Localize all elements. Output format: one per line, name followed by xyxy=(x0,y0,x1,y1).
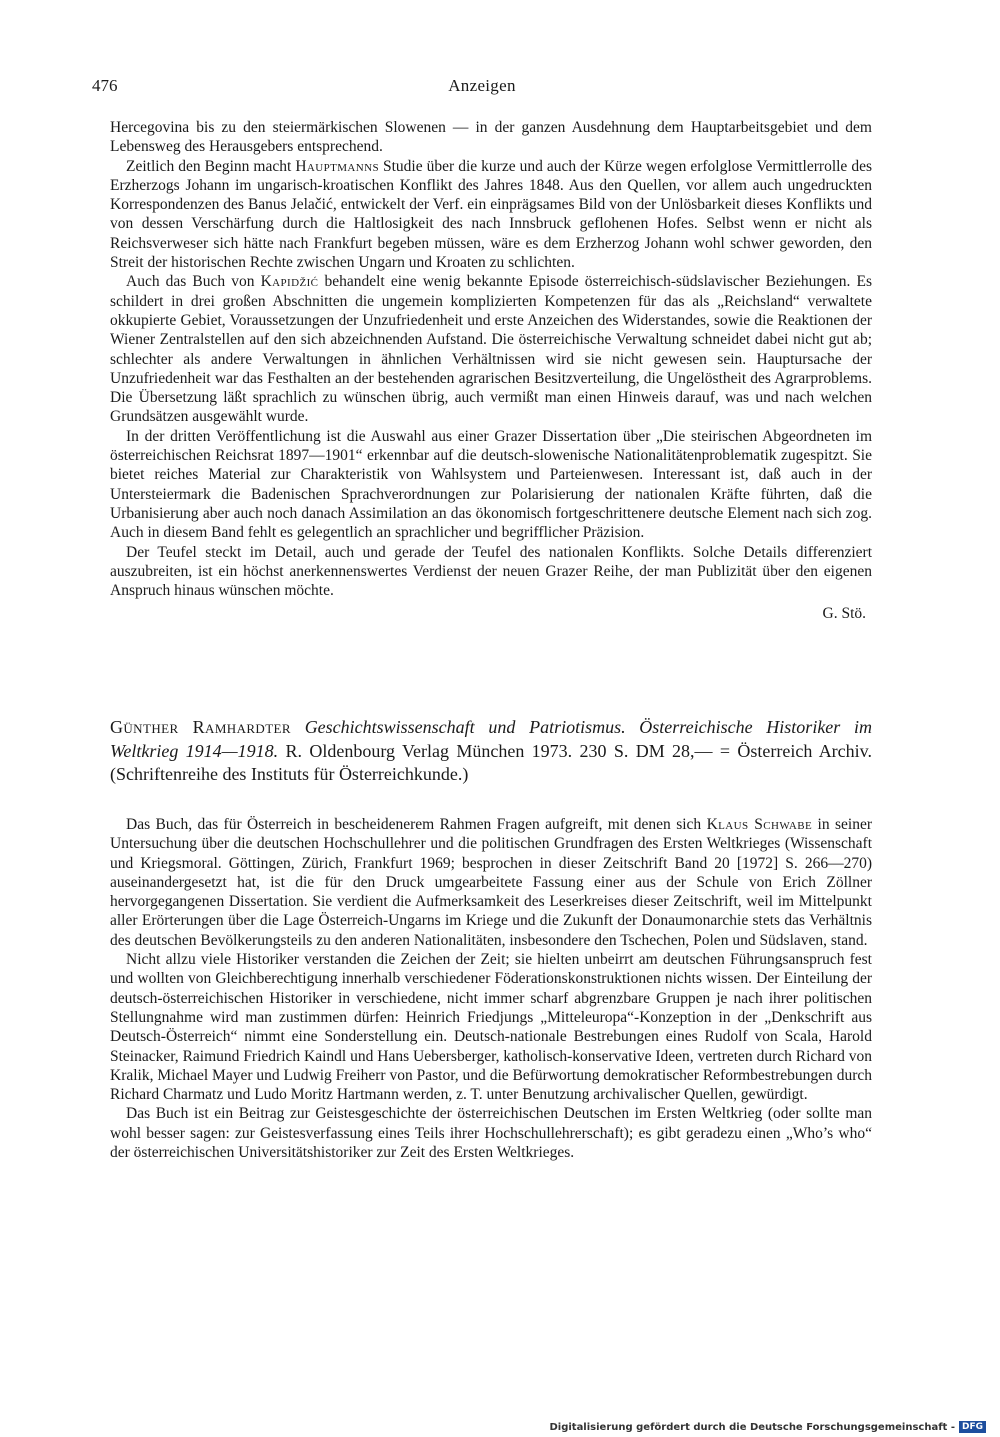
bibliographic-entry xyxy=(110,716,872,787)
author-name: Hauptmanns xyxy=(295,157,379,175)
text-run: Auch das Buch von xyxy=(126,273,261,291)
text-run: Das Buch, das für Österreich in bescheidenerem Rahmen Fragen aufgreift, mit denen sich xyxy=(126,816,707,833)
text-run: behandelt eine wenig bekannte Episode österreichisch-südslavischer Beziehungen. Es schildert in drei großen Abschnitten die ungemein komplizierten Kompetenzen für das als „Reichsland“ verwaltete okkupierte Gebiet, Voraussetzungen der Unzufriedenheit und erste Anzeichen des Widerstandes, sowie die Reaktionen der Wiener Zentralstellen auf den sich abzeichnenden Aufstand. Die österreichische Verwaltung schneidet dabei nicht gut ab; schlechter als andere Verwaltungen in ähnlichen Verhältnissen wird sie nicht gewesen sein. Hauptursache der Unzufriedenheit war das Festhalten an der bestehenden agrarischen Besitzverteilung, die Ungelöstheit des Agrarproblems. Die Übersetzung läßt sprachlich zu wünschen übrig, auch vermißt man einen Hinweis darauf, was und nach welchen Grundsätzen ausgewählt wurde. xyxy=(110,273,872,426)
paragraph: Hercegovina bis zu den steiermärkischen Slowenen — in der ganzen Ausdehnung dem Hauptarbeitsgebiet und dem Lebensweg des Herausgebers entsprechend. xyxy=(110,119,872,156)
text-run: Zeitlich den Beginn macht xyxy=(126,157,296,175)
dfg-logo: DFG xyxy=(959,1421,986,1433)
paragraph: Der Teufel steckt im Detail, auch und gerade der Teufel des nationalen Konflikts. Solche Details differenziert auszubreiten, ist ein höchst anerkennenswertes Verdienst der neuen Grazer Reihe, der man Publizität über den eigenen Anspruch hinaus wünschen möchte. xyxy=(110,543,872,600)
text-run: Studie über die kurze und auch der Kürze wegen erfolglose Vermittlerrolle des Erzherzogs Johann im ungarisch-kroatischen Konflikt des Jahres 1848. Aus den Quellen, vor allem auch ungedruckten Korrespondenzen des Banus Jelačić, entwickelt der Verf. ein einprägsames Bild von der Unlösbarkeit dieses Konflikts und von dessen Verschärfung durch die Haltlosigkeit des nach Innsbruck geflohenen Hofes. Selbst wenn er nicht als Reichsverweser sich hätte nach Frankfurt begeben müssen, wäre es dem Erzherzog Johann wohl schwer geworden, den Streit der historischen Rechte zwischen Ungarn und Kroaten zu schlichten. xyxy=(110,157,872,272)
paragraph: In der dritten Veröffentlichung ist die Auswahl aus einer Grazer Dissertation über „Die steirischen Abgeordneten im österreichischen Reichsrat 1897—1901“ erkennbar auf die deutsch-slowenische Nationalitätenproblematik zugespitzt. Sie bietet reiches Material zur Charakteristik von Wahlsystem und Parteienwesen. Interessant ist, daß auch in der Untersteiermark die Badenischen Sprachverordnungen zur Polarisierung der nationalen Kräfte führten, daß die Urbanisierung aber auch noch danach Assimilation an das ökonomisch fortgeschrittenere deutsche Element nach sich zog. Auch in diesem Band fehlt es gelegentlich an sprachlicher und begrifflicher Präzision. xyxy=(110,427,872,542)
paragraph xyxy=(110,157,872,273)
author-name: Klaus Schwabe xyxy=(706,816,813,833)
footer-text: Digitalisierung gefördert durch die Deutsche Forschungsgemeinschaft - xyxy=(549,1421,955,1433)
paragraph: Das Buch ist ein Beitrag zur Geistesgeschichte der österreichischen Deutschen im Ersten Weltkrieg (oder sollte man wohl besser sagen: zur Geistesverfassung eines Teils ihrer Hochschullehrerschaft); es gibt geradezu einen „Who’s who“ der österreichischen Universitätshistoriker zur Zeit des Ersten Weltkrieges. xyxy=(110,1105,872,1162)
running-head: Anzeigen xyxy=(448,76,516,95)
text-run: in seiner Untersuchung über die deutschen Hochschullehrer und die politischen Grundfragen des Ersten Weltkrieges (Wissenschaft und Kriegsmoral. Göttingen, Zürich, Frankfurt 1969; besprochen in dieser Zeitschrift Band 20 [1972] S. 266—270) auseinandergesetzt hat, ist die für den Druck umgearbeitete Fassung einer aus der Schule von Erich Zöllner hervorgegangenen Dissertation. Sie verdient die Aufmerksamkeit des Leserkreises dieser Zeitschrift, weil im Mittelpunkt aller Erörterungen über die Lage Österreich-Ungarns im Kriege und die Zukunft der Donaumonarchie stets das Verhältnis des deutschen Bevölkerungsteils zu den anderen Nationalitäten, insbesondere den Tschechen, Polen und Südslaven, stand. xyxy=(110,816,872,949)
author-name: Kapidžić xyxy=(260,273,319,291)
book-author: Günther Ramhardter xyxy=(110,717,291,737)
book-title: Geschichtswissenschaft und Patriotismus. Österreichische Historiker im Weltkrieg 1914—1918. xyxy=(110,717,873,761)
paragraph xyxy=(110,815,872,950)
page-number: 476 xyxy=(92,76,118,95)
digitization-footer xyxy=(549,1421,986,1433)
reviewer-signature: G. Stö. xyxy=(822,605,866,623)
paragraph xyxy=(110,272,872,426)
book-details: R. Oldenbourg Verlag München 1973. 230 S. DM 28,— = Österreich Archiv. (Schriftenreihe des Instituts für Österreichkunde.) xyxy=(110,740,873,784)
review-body xyxy=(110,815,872,1162)
review-continued xyxy=(110,118,872,623)
paragraph: Nicht allzu viele Historiker verstanden die Zeichen der Zeit; sie hielten unbeirrt am deutschen Führungsanspruch fest und wollten von Gleichberechtigung innerhalb verschiedener Föderationskonstruktionen nichts wissen. Der Einteilung der deutsch-österreichischen Historiker in verschiedene, nicht immer scharf abgrenzbare Gruppen je nach ihrer politischen Stellungnahme wird man zustimmen dürfen: Heinrich Friedjungs „Mitteleuropa“-Konzeption in der „Denkschrift aus Deutsch-Österreich“ nimmt eine Sonderstellung ein. Deutsch-nationale Bestrebungen eines Rudolf von Scala, Harold Steinacker, Raimund Friedrich Kaindl und Hans Uebersberger, katholisch-konservative Ideen, vertreten durch Richard von Kralik, Michael Mayer und Ludwig Freiherr von Pastor, und die Befürwortung demokratischer Reformbestrebungen durch Richard Charmatz und Ludo Moritz Hartmann werden, z. T. unter Benutzung archivalischer Quellen, gewürdigt. xyxy=(110,951,872,1104)
page-header xyxy=(92,76,872,106)
